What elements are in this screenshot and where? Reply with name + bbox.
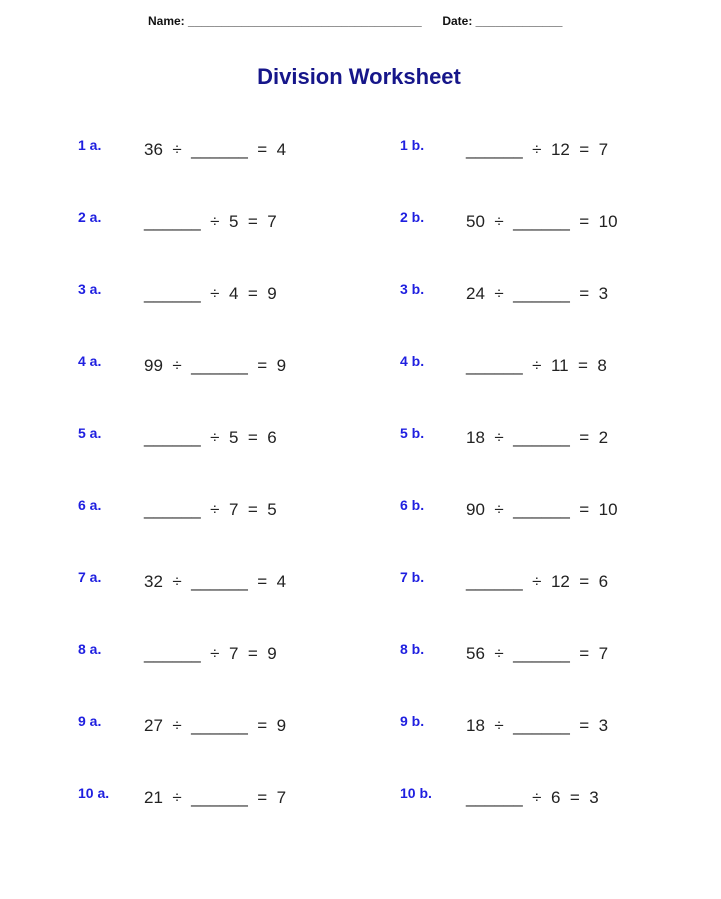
problem-equation: ______ ÷ 5 = 7 bbox=[144, 212, 277, 231]
problem-label: 9 a. bbox=[78, 713, 102, 729]
problem-equation: 27 ÷ ______ = 9 bbox=[144, 716, 287, 735]
problem-label: 6 a. bbox=[78, 497, 102, 513]
problem-label: 7 b. bbox=[400, 569, 425, 585]
problem-equation: ______ ÷ 7 = 5 bbox=[144, 500, 277, 519]
problem-label: 10 a. bbox=[78, 785, 110, 801]
problem-label: 9 b. bbox=[400, 713, 425, 729]
problem-label: 5 b. bbox=[400, 425, 425, 441]
problem-label: 3 b. bbox=[400, 281, 425, 297]
problem-equation: ______ ÷ 4 = 9 bbox=[144, 284, 277, 303]
problem-label: 8 b. bbox=[400, 641, 425, 657]
problem-label: 2 a. bbox=[78, 209, 102, 225]
problem-label: 6 b. bbox=[400, 497, 425, 513]
problem-equation: 32 ÷ ______ = 4 bbox=[144, 572, 287, 591]
problem-label: 7 a. bbox=[78, 569, 102, 585]
date-field[interactable]: _____________ bbox=[475, 14, 563, 28]
date-label: Date: bbox=[442, 14, 473, 28]
problem-equation: 50 ÷ ______ = 10 bbox=[466, 212, 618, 231]
problem-label: 5 a. bbox=[78, 425, 102, 441]
problem-label: 4 b. bbox=[400, 353, 425, 369]
problem-label: 10 b. bbox=[400, 785, 432, 801]
problem-equation: ______ ÷ 12 = 7 bbox=[466, 140, 609, 159]
problem-equation: ______ ÷ 7 = 9 bbox=[144, 644, 277, 663]
problem-equation: ______ ÷ 5 = 6 bbox=[144, 428, 277, 447]
problem-equation: 99 ÷ ______ = 9 bbox=[144, 356, 287, 375]
name-field[interactable]: ___________________________________ bbox=[188, 14, 422, 28]
worksheet-title: Division Worksheet bbox=[257, 64, 461, 89]
problem-label: 1 a. bbox=[78, 137, 102, 153]
problem-equation: 56 ÷ ______ = 7 bbox=[466, 644, 609, 663]
problem-equation: ______ ÷ 6 = 3 bbox=[466, 788, 599, 807]
header-line bbox=[148, 14, 562, 28]
problem-label: 1 b. bbox=[400, 137, 425, 153]
problem-equation: 90 ÷ ______ = 10 bbox=[466, 500, 618, 519]
problem-label: 2 b. bbox=[400, 209, 425, 225]
problem-equation: ______ ÷ 12 = 6 bbox=[466, 572, 609, 591]
problem-equation: ______ ÷ 11 = 8 bbox=[466, 356, 607, 375]
problem-equation: 18 ÷ ______ = 3 bbox=[466, 716, 609, 735]
problem-label: 8 a. bbox=[78, 641, 102, 657]
name-label: Name: bbox=[148, 14, 185, 28]
problem-equation: 18 ÷ ______ = 2 bbox=[466, 428, 609, 447]
problem-equation: 24 ÷ ______ = 3 bbox=[466, 284, 609, 303]
problem-equation: 21 ÷ ______ = 7 bbox=[144, 788, 287, 807]
problem-label: 4 a. bbox=[78, 353, 102, 369]
problem-equation: 36 ÷ ______ = 4 bbox=[144, 140, 287, 159]
problem-label: 3 a. bbox=[78, 281, 102, 297]
